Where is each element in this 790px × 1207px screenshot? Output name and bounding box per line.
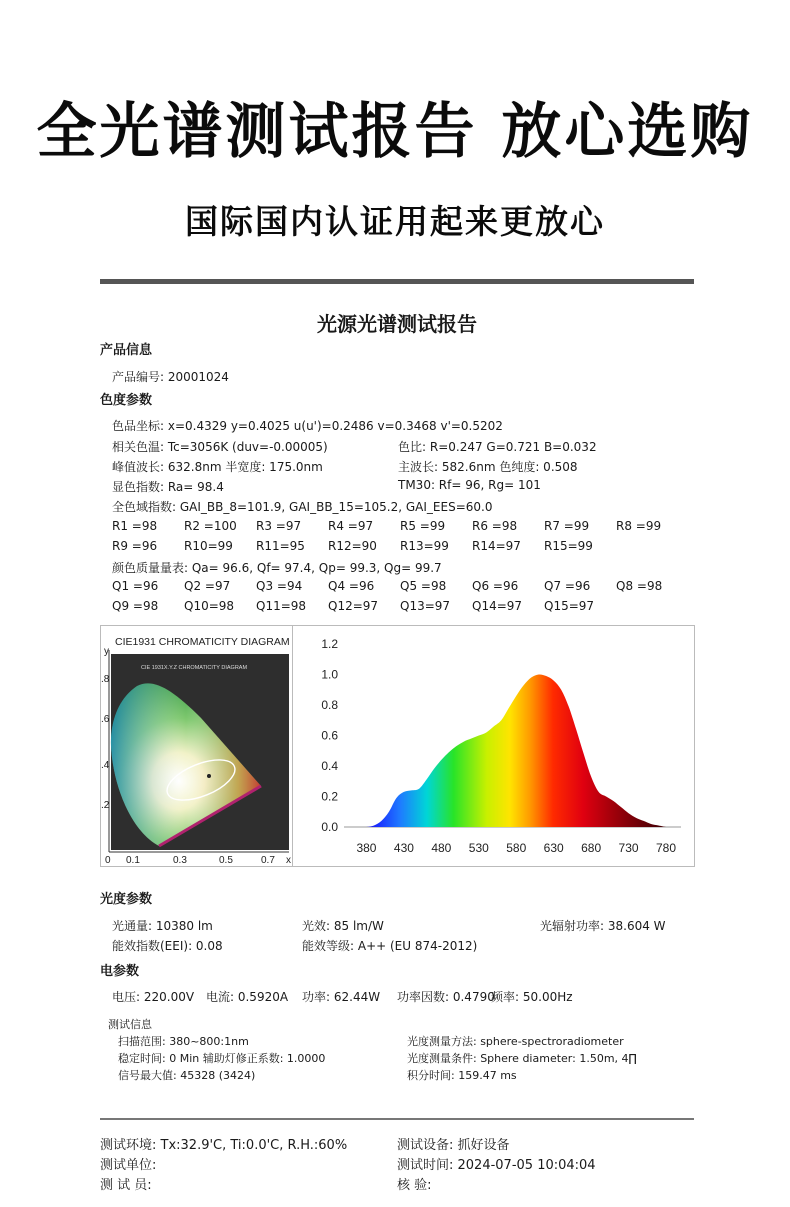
cqs-value: Q6 =96 <box>472 579 519 593</box>
cie-x-tick: 0.1 <box>126 855 140 866</box>
cri-value: R14=97 <box>472 539 521 553</box>
power-factor: 功率因数: 0.4790 <box>397 990 495 1004</box>
cri-value: R6 =98 <box>472 519 518 533</box>
cie-y-axis-label: y <box>104 646 109 657</box>
stabilize-time: 稳定时间: 0 Min 辅助灯修正系数: 1.0000 <box>118 1052 326 1065</box>
frequency: 频率: 50.00Hz <box>491 990 573 1004</box>
measure-method: 光度测量方法: sphere-spectroradiometer <box>407 1035 624 1048</box>
cqs-value: Q5 =98 <box>400 579 447 593</box>
product-section-heading: 产品信息 <box>100 343 153 358</box>
test-unit: 测试单位: <box>100 1158 157 1173</box>
tm30: TM30: Rf= 96, Rg= 101 <box>398 478 541 492</box>
cqs-value: Q2 =97 <box>184 579 231 593</box>
spectrum-y-tick: 0.6 <box>321 728 338 743</box>
spectrum-y-tick: 0.0 <box>321 820 338 834</box>
measure-condition: 光度测量条件: Sphere diameter: 1.50m, 4∏ <box>407 1052 637 1065</box>
cri-value: R7 =99 <box>544 519 590 533</box>
signal-max: 信号最大值: 45328 (3424) <box>118 1069 256 1082</box>
spectrum-x-tick: 780 <box>656 841 677 855</box>
cie-inner-title: CIE 1931X.Y.Z CHROMATICITY DIAGRAM <box>141 665 248 671</box>
test-info-heading: 测试信息 <box>108 1018 152 1031</box>
spectrum-y-tick: 0.4 <box>321 759 338 773</box>
cri-value: R5 =99 <box>400 519 446 533</box>
cri-value: R13=99 <box>400 539 449 553</box>
energy-efficiency-index: 能效指数(EEI): 0.08 <box>112 939 223 953</box>
cct: 相关色温: Tc=3056K (duv=-0.00005) <box>112 440 328 454</box>
cqs-value: Q12=97 <box>328 599 379 613</box>
energy-efficiency-grade: 能效等级: A++ (EU 874-2012) <box>302 939 478 953</box>
cie-y-tick: .8 <box>101 674 110 685</box>
cie-diagram-panel <box>100 625 295 867</box>
cqs-value: Q4 =96 <box>328 579 375 593</box>
color-quality-scale: 颜色质量量表: Qa= 96.6, Qf= 97.4, Qp= 99.3, Qg= 99.7 <box>112 561 442 575</box>
cri-value: R8 =99 <box>616 519 662 533</box>
product-number: 产品编号: 20001024 <box>112 370 229 384</box>
cri-value: R10=99 <box>184 539 233 553</box>
spectrum-x-tick: 480 <box>431 841 452 855</box>
spectrum-x-tick: 430 <box>393 841 414 855</box>
cri-value: R4 =97 <box>328 519 374 533</box>
cie-x-tick: 0 <box>105 855 111 866</box>
test-time: 测试时间: 2024-07-05 10:04:04 <box>397 1158 596 1173</box>
cqs-value: Q10=98 <box>184 599 235 613</box>
integration-time: 积分时间: 159.47 ms <box>407 1069 517 1082</box>
cie-y-tick: .4 <box>101 760 110 771</box>
spectrum-x-tick: 580 <box>506 841 527 855</box>
cri-value: R15=99 <box>544 539 593 553</box>
electrical-section-heading: 电参数 <box>100 964 140 979</box>
dominant-wavelength: 主波长: 582.6nm 色纯度: 0.508 <box>398 460 578 474</box>
verifier: 核 验: <box>397 1178 432 1193</box>
test-equipment: 测试设备: 抓好设备 <box>397 1138 510 1153</box>
power: 功率: 62.44W <box>302 990 381 1004</box>
spectrum-x-tick: 380 <box>356 841 377 855</box>
current: 电流: 0.5920A <box>206 990 289 1004</box>
luminous-efficacy: 光效: 85 lm/W <box>302 919 384 933</box>
cri-value: R12=90 <box>328 539 377 553</box>
cqs-value: Q11=98 <box>256 599 307 613</box>
spectrum-x-tick: 530 <box>468 841 489 855</box>
spectrum-chart <box>293 626 694 866</box>
cri-value: R1 =98 <box>112 519 158 533</box>
spectrum-y-tick: 0.2 <box>321 789 338 804</box>
spectrum-curve <box>366 674 666 827</box>
cri-value: R2 =100 <box>184 519 237 533</box>
radiant-power: 光辐射功率: 38.604 W <box>540 919 666 933</box>
footer-divider <box>100 1118 694 1120</box>
color-ratio: 色比: R=0.247 G=0.721 B=0.032 <box>398 440 597 454</box>
tester: 测 试 员: <box>100 1178 152 1193</box>
cqs-value: Q15=97 <box>544 599 595 613</box>
gai-index: 全色域指数: GAI_BB_8=101.9, GAI_BB_15=105.2, GAI_EES=60.0 <box>112 500 493 514</box>
hero-subtitle: 国际国内认证用起来更放心 <box>185 202 605 241</box>
cie-x-axis-label: x <box>286 855 291 866</box>
test-environment: 测试环境: Tx:32.9'C, Ti:0.0'C, R.H.:60% <box>100 1138 348 1153</box>
cie-y-tick: .2 <box>101 800 110 811</box>
cri-value: R9 =96 <box>112 539 158 553</box>
spectrum-y-tick: 0.8 <box>321 698 338 712</box>
voltage: 电压: 220.00V <box>112 990 195 1004</box>
top-divider <box>100 279 694 284</box>
cie-y-tick: .6 <box>101 714 110 725</box>
cie-x-tick: 0.5 <box>219 855 233 866</box>
cqs-value: Q7 =96 <box>544 579 591 593</box>
spectrum-x-tick: 680 <box>581 841 602 855</box>
cie-title: CIE1931 CHROMATICITY DIAGRAM <box>115 636 290 648</box>
cri-value: R3 =97 <box>256 519 302 533</box>
spectrum-y-tick: 1.0 <box>321 667 338 682</box>
cie-x-tick: 0.7 <box>261 855 275 866</box>
cqs-value: Q9 =98 <box>112 599 159 613</box>
color-section-heading: 色度参数 <box>100 393 153 408</box>
cqs-value: Q3 =94 <box>256 579 303 593</box>
cie-x-tick: 0.3 <box>173 855 187 866</box>
cqs-value: Q8 =98 <box>616 579 663 593</box>
cqs-value: Q14=97 <box>472 599 523 613</box>
scan-range: 扫描范围: 380~800:1nm <box>118 1035 249 1048</box>
cri-ra: 显色指数: Ra= 98.4 <box>112 480 224 494</box>
report-title: 光源光谱测试报告 <box>317 312 477 336</box>
cie-sample-point <box>207 774 211 778</box>
spectrum-x-tick: 630 <box>543 841 564 855</box>
spectrum-y-tick: 1.2 <box>321 637 338 651</box>
hero-title: 全光谱测试报告 放心选购 <box>36 97 754 167</box>
cqs-value: Q13=97 <box>400 599 451 613</box>
cie-diagram <box>101 626 294 866</box>
peak-wavelength: 峰值波长: 632.8nm 半宽度: 175.0nm <box>112 460 323 474</box>
chromaticity-coordinates: 色品坐标: x=0.4329 y=0.4025 u(u')=0.2486 v=0.3468 v'=0.5202 <box>112 419 503 433</box>
cqs-value: Q1 =96 <box>112 579 159 593</box>
spectrum-chart-panel <box>292 625 695 867</box>
cri-value: R11=95 <box>256 539 305 553</box>
luminous-flux: 光通量: 10380 lm <box>112 919 213 933</box>
spectrum-x-tick: 730 <box>618 841 639 855</box>
photometric-section-heading: 光度参数 <box>100 892 153 907</box>
